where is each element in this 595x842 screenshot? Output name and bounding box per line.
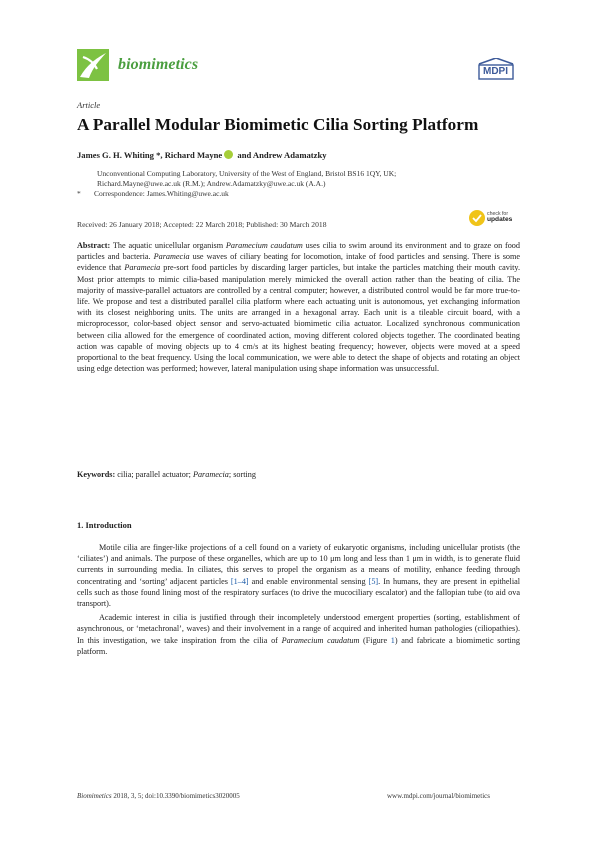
section-heading: 1. Introduction (77, 520, 132, 530)
keywords (77, 470, 520, 479)
article-title: A Parallel Modular Biomimetic Cilia Sorting Platform (77, 115, 479, 134)
correspondence-line (77, 189, 527, 199)
keywords-species: Paramecia (192, 470, 229, 479)
paragraph-text: and enable environmental sensing (251, 576, 366, 586)
keywords-label: Keywords: (77, 470, 116, 479)
affiliation-emails: Richard.Mayne@uwe.ac.uk (R.M.); Andrew.Adamatzky@uwe.ac.uk (A.A.) (97, 179, 326, 189)
check-for-updates-line2: updates (487, 216, 513, 224)
abstract-species: Paramecium caudatum (225, 241, 303, 250)
introduction-body (77, 542, 520, 657)
paragraph-text: Motile cilia are finger-like projections of a cell found on a variety of eukaryotic organisms, including unicellular protists (the ‘ciliates’) and animals. The purpose of these organelles, which are up to 10 μm long and less than 1 μm in width, is to generate fluid currents in surrounding media. In ciliates, this serves to propel the organism as a means of motility, enhance feeding through concentrating and ‘sorting’ adjacent particles (77, 543, 520, 586)
paragraph-text: . In humans, they are present in epithelial cells such as those found lining most of the respiratory surfaces (to drive the mucociliary escalator) and the fallopian tube (to aid ova transport). (77, 576, 520, 609)
abstract-text: pre-sort food particles by discarding larger particles, but intake the particles matching their mouth cavity. Most prior attempts to mimic cilia-based manipulation merely mimicked the overall action rather than the beating of cilia. The majority of massive-parallel actuators are controlled by a central computer; however, a distributed control would be far more true-to-life. We propose and test a distributed parallel cilia platform where each actuating unit is autonomous, yet exchanging information with its closest neighboring units. The units are arranged in a hexagonal array. Each unit is a tileable circuit board, with a microprocessor, color-based object sensor and servo-actuated biomimetic cilia actuator. Localized synchronous communication between cilia allowed for the emergence of coordinated action, moving different colored objects together. The coordinated beating action was capable of moving objects up to 4 cm/s at its highest beating frequency; however, objects were moved at a speed proportional to the beat frequency. Using the local communication, we were able to detect the shape of objects and rotating an object using edge detection was performed; however, lateral manipulation using shape information was unsuccessful. (77, 263, 521, 374)
abstract-text: use waves of ciliary beating for locomotion, intake of food particles and sensing. There is some evidence that (77, 252, 521, 273)
abstract (77, 240, 520, 374)
author-list (77, 150, 327, 160)
abstract-label: Abstract: (77, 241, 111, 250)
correspondence-mark: * (77, 189, 81, 199)
publication-dates: Received: 26 January 2018; Accepted: 22 March 2018; Published: 30 March 2018 (77, 220, 327, 229)
author-3[interactable]: and Andrew Adamatzky (237, 150, 327, 160)
species-name: Paramecium caudatum (281, 635, 360, 645)
footer-url[interactable]: www.mdpi.com/journal/biomimetics (387, 792, 490, 800)
journal-name: biomimetics (118, 56, 199, 73)
abstract-text: The aquatic unicellular organism (112, 241, 224, 250)
paragraph-text: Academic interest in cilia is justified through their incompletely understood emergent properties (sorting, establishment of asynchronous, or ‘metachronal’, waves) and their involvement in a range of acquired and inherited human pathologies (ciliopathies). In this investigation, we take inspiration from the cilia of (77, 613, 520, 645)
author-1[interactable]: James G. H. Whiting *, (77, 150, 163, 160)
check-for-updates-badge[interactable] (487, 211, 512, 223)
figure-link[interactable]: 1 (390, 635, 395, 645)
paragraph (77, 542, 520, 609)
citation-link[interactable]: [5] (368, 576, 379, 586)
abstract-species: Paramecia (153, 252, 190, 262)
keywords-text: ; sorting (228, 470, 256, 479)
affiliation-line: Unconventional Computing Laboratory, University of the West of England, Bristol BS16 1QY, UK; (97, 169, 397, 178)
citation-link[interactable]: [1–4] (230, 576, 249, 586)
mdpi-logo-text: MDPI (483, 66, 508, 77)
paragraph-text: (Figure (363, 635, 388, 645)
abstract-species: Paramecia (124, 263, 161, 273)
journal-logo-icon (77, 49, 109, 81)
orcid-icon[interactable] (224, 150, 233, 159)
paragraph (77, 612, 520, 657)
publisher-logo (475, 58, 517, 82)
abstract-text: uses cilia to swim around its environment and to graze on food particles and bacteria. (77, 241, 520, 262)
article-type: Article (77, 100, 101, 110)
footer-citation (77, 792, 240, 800)
check-for-updates-line1: check for (487, 211, 509, 217)
affiliations (77, 169, 527, 199)
footer-doi[interactable]: 2018, 3, 5; doi:10.3390/biomimetics3020005 (113, 792, 240, 800)
paragraph-text: ) and fabricate a biomimetic sorting platform. (77, 635, 520, 656)
keywords-text: cilia; parallel actuator; (117, 470, 191, 479)
correspondence-email: Correspondence: James.Whiting@uwe.ac.uk (94, 189, 229, 199)
author-2[interactable]: Richard Mayne (164, 150, 223, 160)
footer-journal: Biomimetics (77, 792, 112, 800)
